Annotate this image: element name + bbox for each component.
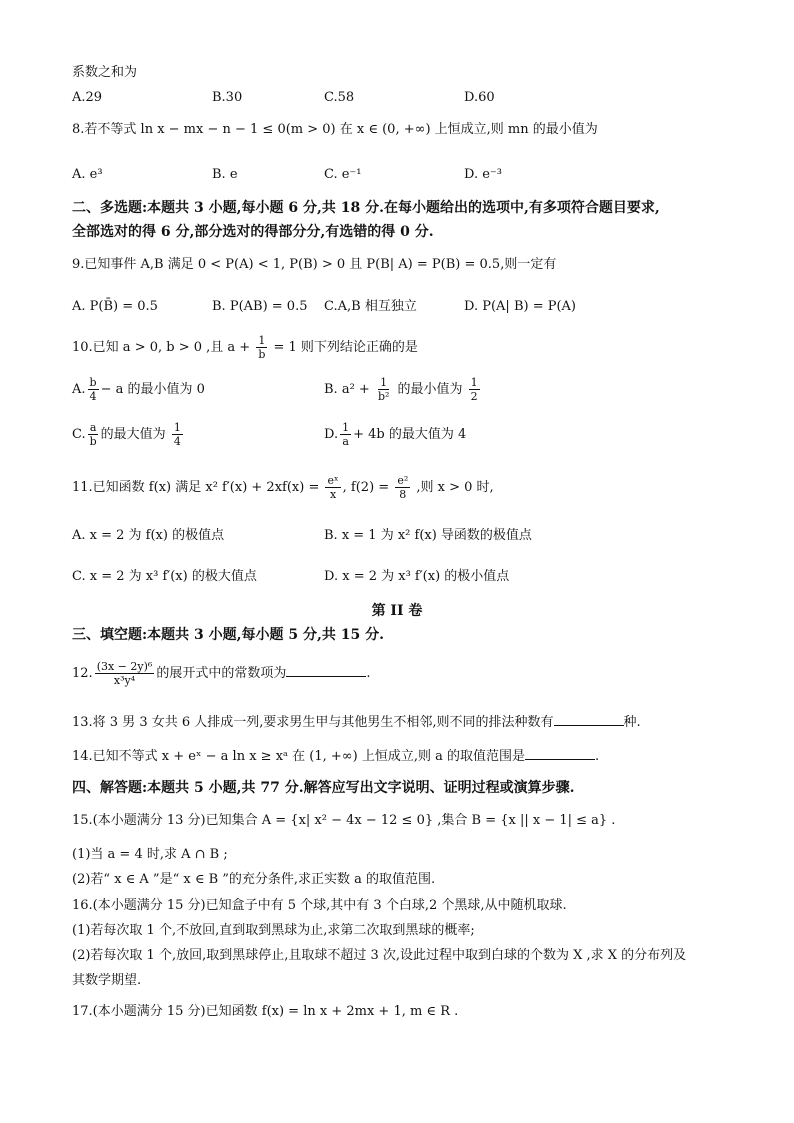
q13-end: 种.	[623, 715, 641, 730]
q10-option-d	[324, 421, 466, 448]
q10-option-b-mid: 的最小值为	[393, 382, 467, 397]
q10-option-b	[324, 376, 482, 403]
section2-heading-line1: 二、多选题:本题共 3 小题,每小题 6 分,共 18 分.在每小题给出的选项中,有多项符合题目要求,	[72, 200, 660, 216]
q14-stem	[72, 747, 599, 766]
q10-stem-frac-num: 1	[258, 334, 266, 347]
q9-stem: 9.已知事件 A,B 满足 0 < P(A) < 1, P(B) > 0 且 P(B| A) = P(B) = 0.5,则一定有	[72, 257, 557, 272]
q10-option-d-fraction	[340, 421, 351, 448]
q11-fraction1	[325, 474, 340, 501]
q16-stem: 16.(本小题满分 15 分)已知盒子中有 5 个球,其中有 3 个白球,2 个黑球,从中随机取球.	[72, 898, 567, 913]
q10-option-d-den: a	[342, 435, 349, 448]
q12-pre: 12.	[72, 666, 93, 681]
q10-option-c-fraction2	[172, 421, 183, 448]
q10-option-c-num2: 1	[173, 421, 181, 434]
q10-option-d-num: 1	[342, 421, 350, 434]
q12-frac-den: x³y⁴	[113, 674, 136, 687]
q16-part1: (1)若每次取 1 个,不放回,直到取到黑球为止,求第二次取到黑球的概率;	[72, 923, 475, 938]
q10-option-c	[72, 421, 185, 448]
q10-option-b-pre: B. a² +	[324, 382, 374, 397]
q9-option-d: D. P(A| B) = P(A)	[464, 299, 577, 314]
q16-part2-line1: (2)若每次取 1 个,放回,取到黑球停止,且取球不超过 3 次,设此过程中取到白球的个数为 X ,求 X 的分布列及	[72, 948, 687, 963]
q11-frac2-den: 8	[399, 488, 407, 501]
q13-stem	[72, 713, 641, 732]
q11-option-a: A. x = 2 为 f(x) 的极值点	[72, 528, 225, 543]
q10-option-a-post: − a 的最小值为 0	[100, 382, 205, 397]
q10-option-c-num1: a	[89, 421, 97, 434]
q7-option-b: B.30	[212, 90, 243, 105]
q9-option-c: C.A,B 相互独立	[324, 299, 417, 314]
q11-fraction2	[395, 474, 410, 501]
q11-option-d: D. x = 2 为 x³ f′(x) 的极小值点	[324, 569, 510, 584]
q12-answer-blank[interactable]	[286, 664, 366, 677]
q8-option-c: C. e⁻¹	[324, 167, 362, 182]
q11-stem-a: 11.已知函数 f(x) 满足 x² f′(x) + 2xf(x) =	[72, 480, 324, 495]
section2-heading-line2: 全部选对的得 6 分,部分选对的得部分分,有选错的得 0 分.	[72, 224, 434, 240]
q10-option-d-pre: D.	[324, 427, 339, 442]
q10-option-c-den2: 4	[173, 435, 181, 448]
q10-option-b-den2: 2	[470, 390, 478, 403]
q12-stem	[72, 660, 370, 687]
q12-fraction	[95, 660, 155, 687]
q9-option-b: B. P(AB) = 0.5	[212, 299, 308, 314]
q11-frac1-den: x	[329, 488, 337, 501]
q14-answer-blank[interactable]	[525, 747, 595, 760]
q13-answer-blank[interactable]	[554, 713, 624, 726]
q7-option-c: C.58	[324, 90, 355, 105]
q11-stem-b: , f(2) =	[342, 480, 394, 495]
q10-option-b-fraction1	[376, 376, 391, 403]
q10-option-c-pre: C.	[72, 427, 86, 442]
q14-text: 14.已知不等式 x + eˣ − a ln x ≥ xᵃ 在 (1, +∞) 上恒成立,则 a 的取值范围是	[72, 749, 525, 764]
q10-option-a	[72, 376, 205, 403]
q11-option-c: C. x = 2 为 x³ f′(x) 的极大值点	[72, 569, 257, 584]
q11-stem	[72, 474, 494, 501]
q10-option-c-mid: 的最大值为	[100, 427, 170, 442]
q10-stem	[72, 334, 418, 361]
q13-text: 13.将 3 男 3 女共 6 人排成一列,要求男生甲与其他男生不相邻,则不同的排法种数有	[72, 715, 554, 730]
q11-option-b: B. x = 1 为 x² f(x) 导函数的极值点	[324, 528, 532, 543]
q12-post: 的展开式中的常数项为	[156, 666, 287, 681]
q9-option-a: A. P(B̄) = 0.5	[72, 299, 158, 314]
q11-frac2-num: e²	[397, 474, 409, 487]
q16-part2-line2: 其数学期望.	[72, 973, 142, 988]
q14-end: .	[594, 749, 600, 764]
q15-part1: (1)当 a = 4 时,求 A ∩ B ;	[72, 847, 228, 862]
q11-frac1-num: eˣ	[327, 474, 339, 487]
q10-option-b-num2: 1	[470, 376, 478, 389]
q10-option-c-den1: b	[89, 435, 97, 448]
q10-option-b-fraction2	[469, 376, 480, 403]
q10-option-b-den1: b²	[377, 390, 390, 403]
q10-option-c-fraction1	[88, 421, 99, 448]
q12-end: .	[366, 666, 371, 681]
q7-option-d: D.60	[464, 90, 495, 105]
q8-option-b: B. e	[212, 167, 238, 182]
q10-stem-fraction	[256, 334, 267, 361]
q10-stem-b: = 1 则下列结论正确的是	[269, 340, 418, 355]
q17-stem: 17.(本小题满分 15 分)已知函数 f(x) = ln x + 2mx + 1, m ∈ R .	[72, 1004, 459, 1019]
q7-option-a: A.29	[72, 90, 103, 105]
section3-heading: 三、填空题:本题共 3 小题,每小题 5 分,共 15 分.	[72, 627, 384, 643]
q10-option-a-num: b	[89, 376, 97, 389]
q7-stem-tail: 系数之和为	[72, 65, 138, 80]
q10-stem-a: 10.已知 a > 0, b > 0 ,且 a +	[72, 340, 255, 355]
q8-option-a: A. e³	[72, 167, 103, 182]
section4-heading: 四、解答题:本题共 5 小题,共 77 分.解答应写出文字说明、证明过程或演算步骤.	[72, 780, 575, 796]
q10-option-a-pre: A.	[72, 382, 86, 397]
q10-option-a-den: 4	[89, 390, 97, 403]
q12-frac-num: (3x − 2y)⁶	[96, 660, 153, 673]
q15-part2: (2)若“ x ∈ A ”是“ x ∈ B ”的充分条件,求正实数 a 的取值范围.	[72, 872, 436, 887]
q8-option-d: D. e⁻³	[464, 167, 502, 182]
q10-option-b-num1: 1	[380, 376, 388, 389]
q15-stem: 15.(本小题满分 13 分)已知集合 A = {x| x² − 4x − 12 ≤ 0} ,集合 B = {x || x − 1| ≤ a} .	[72, 813, 616, 828]
q10-stem-frac-den: b	[258, 348, 266, 361]
q11-stem-c: ,则 x > 0 时,	[412, 480, 494, 495]
q8-stem: 8.若不等式 ln x − mx − n − 1 ≤ 0(m > 0) 在 x ∈ (0, +∞) 上恒成立,则 mn 的最小值为	[72, 122, 598, 137]
part2-title: 第 II 卷	[371, 603, 423, 619]
q10-option-d-post: + 4b 的最大值为 4	[353, 427, 467, 442]
q10-option-a-fraction	[88, 376, 99, 403]
